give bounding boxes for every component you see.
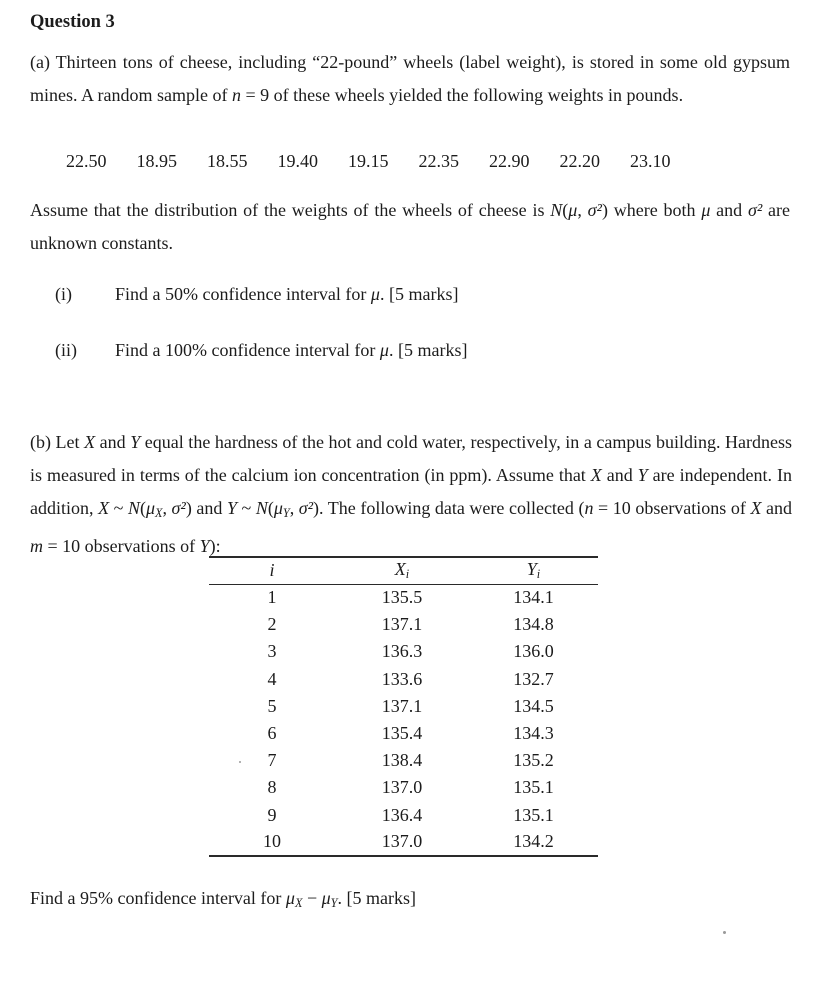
sub-question-ii-label: (ii)	[55, 340, 77, 360]
weight-value: 22.35	[418, 151, 459, 171]
table-row	[209, 747, 598, 774]
table-cell: 2	[267, 614, 277, 635]
table-row	[209, 720, 598, 747]
table-cell: 9	[267, 804, 277, 825]
table-header-row	[209, 557, 598, 584]
weight-value: 19.15	[348, 151, 389, 171]
part-b-intro-paragraph: (b) Let X and Y equal the hardness of the hot and cold water, respectively, in a campus building. Hardness is measured in terms of the calcium ion concentration (in ppm). Assume that X and Y are independent. In addition, X ~ N(μX, σ²) and Y ~ N(μY, σ²). The following data were collected (n = 10 observations of X and m = 10 observations of Y):	[30, 432, 792, 557]
table-cell: 135.1	[513, 777, 554, 798]
sub-question-ii	[55, 336, 467, 364]
table-cell: 135.1	[513, 804, 554, 825]
table-cell: 1	[267, 587, 277, 608]
part-a-intro-paragraph: (a) Thirteen tons of cheese, including “22-pound” wheels (label weight), is stored in some old gypsum mines. A random sample of n = 9 of these wheels yielded the following weights in pounds.	[30, 52, 790, 105]
table-header-yi: Yi	[469, 557, 598, 584]
sub-question-i-text: Find a 50% confidence interval for μ. [5 marks]	[115, 284, 459, 304]
assumption-paragraph: Assume that the distribution of the weights of the wheels of cheese is N(μ, σ²) where both μ and σ² are unknown constants.	[30, 200, 791, 253]
table-cell: 135.4	[381, 723, 423, 744]
sub-question-i-label: (i)	[55, 284, 72, 304]
weight-value: 19.40	[277, 151, 318, 171]
table-cell: 5	[267, 695, 277, 716]
table-header-xi: Xi	[335, 557, 469, 584]
table-cell: 137.1	[381, 695, 423, 716]
hardness-data-table-wrap	[209, 556, 598, 857]
table-row	[209, 774, 598, 801]
table-cell: 135.2	[513, 750, 554, 771]
table-cell: 137.0	[381, 831, 423, 852]
table-cell: 134.3	[513, 723, 554, 744]
scan-speck	[723, 931, 726, 934]
sub-question-i	[55, 280, 458, 308]
table-row	[209, 611, 598, 638]
table-row	[209, 802, 598, 829]
table-row	[209, 638, 598, 665]
table-cell: 8	[267, 777, 277, 798]
sub-question-ii-text: Find a 100% confidence interval for μ. [5 marks]	[115, 340, 468, 360]
table-cell: 136.4	[381, 804, 423, 825]
table-cell: 132.7	[513, 668, 554, 689]
table-row	[209, 584, 598, 611]
weight-value: 18.55	[207, 151, 248, 171]
table-cell: 138.4	[381, 750, 423, 771]
table-cell: 135.5	[381, 587, 423, 608]
weight-value: 22.90	[489, 151, 530, 171]
part-b-question: Find a 95% confidence interval for μX − μY. [5 marks]	[30, 888, 416, 911]
table-body	[209, 584, 598, 856]
table-cell: 136.0	[513, 641, 554, 662]
weight-value: 22.20	[559, 151, 600, 171]
table-cell: 6	[267, 723, 277, 744]
weight-value: 18.95	[136, 151, 177, 171]
table-cell: 10	[263, 831, 281, 852]
table-cell: 133.6	[381, 668, 423, 689]
weight-value: 23.10	[630, 151, 671, 171]
table-cell: 137.1	[381, 614, 423, 635]
table-cell: 137.0	[381, 777, 423, 798]
table-cell: 134.5	[513, 695, 554, 716]
table-cell: 136.3	[381, 641, 423, 662]
table-cell: 4	[267, 668, 277, 689]
table-cell: 134.8	[513, 614, 554, 635]
table-header-i: i	[209, 557, 335, 584]
table-row	[209, 829, 598, 856]
sample-weights-row	[66, 147, 671, 175]
weight-value: 22.50	[66, 151, 107, 171]
question-title: Question 3	[30, 12, 115, 32]
scan-speck	[239, 761, 241, 763]
table-row	[209, 666, 598, 693]
table-cell: 3	[267, 641, 277, 662]
table-cell: 7	[267, 750, 277, 771]
table-cell: 134.1	[513, 587, 554, 608]
table-cell: 134.2	[513, 831, 554, 852]
hardness-data-table	[209, 556, 598, 857]
table-row	[209, 693, 598, 720]
